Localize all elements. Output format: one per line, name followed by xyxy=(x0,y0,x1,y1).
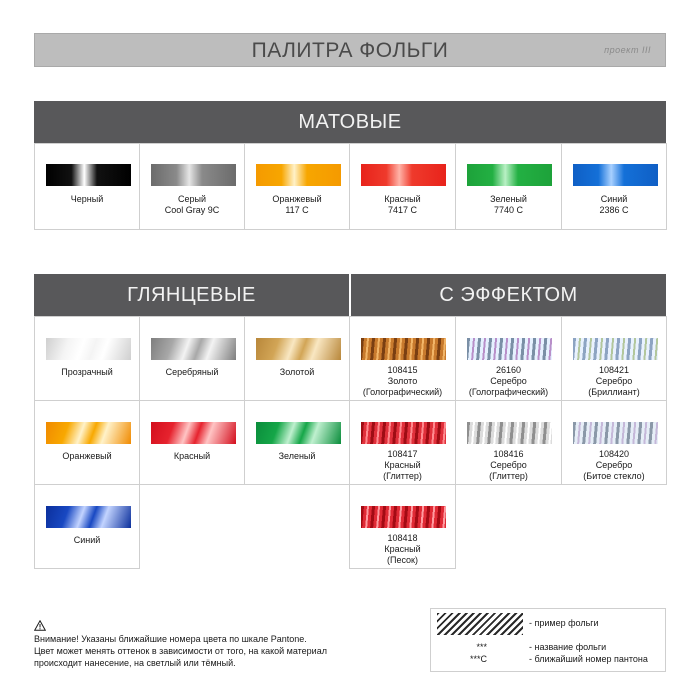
gold-gloss-swatch xyxy=(256,338,341,360)
section-header-effect: С ЭФФЕКТОМ xyxy=(350,274,666,316)
swatch-card xyxy=(34,316,140,401)
section-header-matte: МАТОВЫЕ xyxy=(34,101,666,143)
swatch-label-line: 108416 xyxy=(493,449,524,459)
swatch-label xyxy=(140,451,244,462)
swatch-label xyxy=(35,535,139,546)
legend-name-mark: *** xyxy=(476,642,487,652)
swatch-label xyxy=(140,367,244,378)
swatch-label-line: Красный xyxy=(384,544,421,554)
swatch-label-line: Золото xyxy=(387,376,418,386)
swatch-label-line: 7740 C xyxy=(493,205,524,215)
swatch-label xyxy=(562,449,666,482)
swatch-card xyxy=(349,484,456,569)
notice-line: Внимание! Указаны ближайшие номера цвета по шкале Pantone. xyxy=(34,634,307,644)
swatch-label-line: Зеленый xyxy=(490,194,527,204)
green-gloss-swatch xyxy=(256,422,341,444)
swatch-card xyxy=(561,143,667,230)
swatch-label xyxy=(456,194,561,216)
swatch-label xyxy=(562,194,666,216)
swatch-label xyxy=(350,533,455,566)
swatch-label-line: 117 C xyxy=(285,205,309,215)
swatch-label xyxy=(456,365,561,398)
swatch-label xyxy=(456,449,561,482)
legend-name-text: - название фольги xyxy=(529,642,607,652)
swatch-label xyxy=(245,367,349,378)
swatch-label-line: (Голографический) xyxy=(362,387,443,397)
swatch-label xyxy=(245,451,349,462)
swatch-label xyxy=(350,449,455,482)
swatch-label-line: 7417 C xyxy=(387,205,418,215)
swatch-card xyxy=(349,316,456,401)
swatch-label-line: 108415 xyxy=(387,365,418,375)
swatch-card xyxy=(455,400,562,485)
swatch-label-line: Оранжевый xyxy=(62,451,112,461)
red-matte-swatch xyxy=(361,164,446,186)
swatch-label-line: (Бриллиант) xyxy=(588,387,640,397)
swatch-card xyxy=(34,143,140,230)
swatch-label-line: Синий xyxy=(600,194,628,204)
swatch-card xyxy=(349,143,456,230)
silver-diamond-swatch xyxy=(573,338,658,360)
swatch-label-line: 108418 xyxy=(387,533,418,543)
clear-gloss-swatch xyxy=(46,338,131,360)
swatch-label-line: Серебро xyxy=(490,376,527,386)
swatch-label-line: 108421 xyxy=(598,365,630,375)
swatch-label xyxy=(140,194,244,216)
swatch-label xyxy=(245,194,349,216)
swatch-label-line: Серебро xyxy=(595,376,633,386)
swatch-card xyxy=(34,484,140,569)
swatch-label-line: Прозрачный xyxy=(61,367,113,377)
swatch-card xyxy=(244,400,350,485)
legend-pantone-text: - ближайший номер пантона xyxy=(529,654,648,664)
red-gloss-swatch xyxy=(151,422,236,444)
warning-icon xyxy=(34,620,46,631)
swatch-card xyxy=(139,316,245,401)
swatch-label-line: Синий xyxy=(73,535,101,545)
swatch-card xyxy=(139,400,245,485)
orange-gloss-swatch xyxy=(46,422,131,444)
silver-broken-glass-swatch xyxy=(573,422,658,444)
swatch-label-line: 108417 xyxy=(387,449,418,459)
swatch-label-line: Cool Gray 9C xyxy=(164,205,220,215)
swatch-label-line: Красный xyxy=(384,194,421,204)
page-title: ПАЛИТРА ФОЛЬГИ xyxy=(251,39,449,62)
swatch-card xyxy=(244,316,350,401)
swatch-label-line: Зеленый xyxy=(278,451,316,461)
swatch-card xyxy=(349,400,456,485)
blue-gloss-swatch xyxy=(46,506,131,528)
swatch-card xyxy=(34,400,140,485)
title-bar xyxy=(34,33,666,67)
swatch-label-line: Серебро xyxy=(490,460,527,470)
black-matte-swatch xyxy=(46,164,131,186)
swatch-label xyxy=(350,194,455,216)
brand-logo: проект III xyxy=(604,45,651,55)
swatch-label-line: Красный xyxy=(384,460,421,470)
swatch-label-line: (Битое стекло) xyxy=(583,471,645,481)
silver-gloss-swatch xyxy=(151,338,236,360)
swatch-card xyxy=(561,316,667,401)
silver-holo-swatch xyxy=(467,338,552,360)
swatch-label xyxy=(35,194,139,205)
swatch-card xyxy=(244,143,350,230)
gold-holo-swatch xyxy=(361,338,446,360)
red-sand-swatch xyxy=(361,506,446,528)
legend-box xyxy=(430,608,666,672)
swatch-label-line: (Глиттер) xyxy=(489,471,528,481)
swatch-card xyxy=(455,143,562,230)
swatch-label-line: Красный xyxy=(173,451,211,461)
swatch-card xyxy=(139,143,245,230)
notice-line: происходит нанесение, на светлый или тёмный. xyxy=(34,658,236,668)
swatch-label-line: 26160 xyxy=(495,365,522,375)
swatch-label-line: Золотой xyxy=(279,367,315,377)
swatch-card xyxy=(455,316,562,401)
gray-matte-swatch xyxy=(151,164,236,186)
swatch-label xyxy=(35,367,139,378)
swatch-label-line: Оранжевый xyxy=(272,194,322,204)
blue-matte-swatch xyxy=(573,164,658,186)
swatch-label xyxy=(350,365,455,398)
warning-notice xyxy=(34,620,394,669)
legend-sample-text: - пример фольги xyxy=(529,618,599,628)
red-glitter-swatch xyxy=(361,422,446,444)
swatch-label-line: 2386 C xyxy=(599,205,629,215)
swatch-label-line: (Голографический) xyxy=(468,387,549,397)
swatch-label-line: Черный xyxy=(70,194,104,204)
silver-glitter-swatch xyxy=(467,422,552,444)
orange-matte-swatch xyxy=(256,164,341,186)
green-matte-swatch xyxy=(467,164,552,186)
foil-sample-hatch-icon xyxy=(437,613,523,635)
section-header-glossy: ГЛЯНЦЕВЫЕ xyxy=(34,274,349,316)
swatch-label-line: Серебро xyxy=(595,460,633,470)
swatch-label xyxy=(562,365,666,398)
swatch-label-line: (Песок) xyxy=(386,555,418,565)
swatch-label-line: (Глиттер) xyxy=(383,471,422,481)
swatch-card xyxy=(561,400,667,485)
notice-line: Цвет может менять оттенок в зависимости от того, на какой материал xyxy=(34,646,327,656)
legend-pantone-mark: ***C xyxy=(469,654,487,664)
swatch-label-line: 108420 xyxy=(598,449,630,459)
swatch-label-line: Серый xyxy=(177,194,206,204)
swatch-label-line: Серебряный xyxy=(165,367,219,377)
swatch-label xyxy=(35,451,139,462)
